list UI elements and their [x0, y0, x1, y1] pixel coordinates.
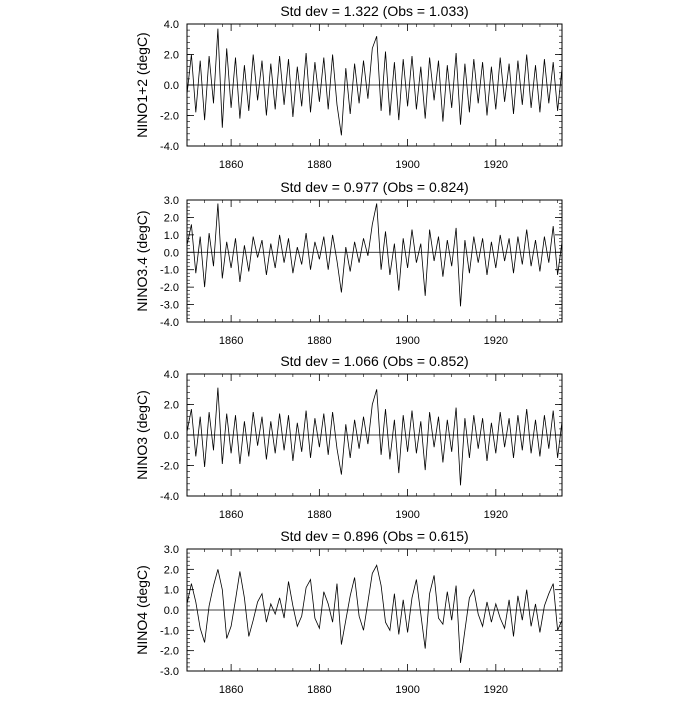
- y-tick-label: 2.0: [163, 399, 179, 412]
- y-tick-label: 0.0: [163, 80, 179, 92]
- chart-title: Std dev = 1.066 (Obs = 0.852): [280, 353, 469, 369]
- x-tick-label: 1880: [307, 509, 332, 521]
- x-tick-label: 1920: [483, 335, 509, 347]
- x-tick-label: 1860: [218, 159, 244, 171]
- series-line: [187, 565, 562, 663]
- x-tick-label: 1900: [395, 335, 420, 347]
- y-tick-label: -3.0: [160, 299, 179, 312]
- y-tick-label: 3.0: [163, 195, 179, 207]
- y-tick-label: -3.0: [160, 666, 179, 678]
- y-tick-label: 0.0: [163, 247, 179, 260]
- y-tick-label: 3.0: [163, 544, 179, 556]
- y-tick-label: -4.0: [160, 317, 179, 329]
- y-tick-label: 4.0: [163, 369, 179, 381]
- x-tick-label: 1880: [307, 684, 332, 696]
- y-tick-label: 0.0: [163, 430, 179, 442]
- y-tick-label: -2.0: [160, 282, 179, 295]
- y-axis-label: NINO3.4 (degC): [134, 210, 150, 312]
- x-tick-label: 1860: [218, 684, 244, 696]
- x-tick-label: 1860: [218, 509, 244, 521]
- y-axis-label: NINO4 (degC): [134, 565, 150, 655]
- panel-2: [134, 179, 562, 347]
- y-tick-label: 4.0: [163, 19, 179, 31]
- x-tick-label: 1920: [483, 684, 509, 696]
- series-line: [187, 204, 562, 307]
- chart-title: Std dev = 1.322 (Obs = 1.033): [280, 3, 469, 19]
- y-axis-label: NINO3 (degC): [134, 390, 150, 480]
- y-tick-label: -1.0: [160, 625, 179, 638]
- y-tick-label: -2.0: [160, 645, 179, 658]
- y-tick-label: -2.0: [160, 110, 179, 123]
- x-tick-label: 1900: [395, 159, 420, 171]
- y-tick-label: 2.0: [163, 564, 179, 577]
- chart-title: Std dev = 0.977 (Obs = 0.824): [280, 179, 469, 195]
- y-tick-label: 1.0: [163, 229, 179, 242]
- y-tick-label: 2.0: [163, 49, 179, 62]
- panel-3: [134, 353, 562, 521]
- y-tick-label: 2.0: [163, 212, 179, 225]
- y-tick-label: -2.0: [160, 460, 179, 473]
- y-tick-label: -4.0: [160, 491, 179, 503]
- plot-frame: [187, 200, 562, 322]
- panel-1: [134, 3, 562, 171]
- x-tick-label: 1880: [307, 159, 332, 171]
- x-tick-label: 1880: [307, 335, 332, 347]
- x-tick-label: 1860: [218, 335, 244, 347]
- y-tick-label: 0.0: [163, 605, 179, 617]
- chart-title: Std dev = 0.896 (Obs = 0.615): [280, 528, 469, 544]
- x-tick-label: 1920: [483, 159, 509, 171]
- x-tick-label: 1920: [483, 509, 509, 521]
- y-tick-label: -4.0: [160, 141, 179, 153]
- y-tick-label: -1.0: [160, 264, 179, 277]
- y-axis-label: NINO1+2 (degC): [134, 32, 150, 138]
- series-line: [187, 29, 562, 136]
- series-line: [187, 388, 562, 486]
- panel-4: [134, 528, 562, 696]
- x-tick-label: 1900: [395, 509, 420, 521]
- x-tick-label: 1900: [395, 684, 420, 696]
- y-tick-label: 1.0: [163, 584, 179, 597]
